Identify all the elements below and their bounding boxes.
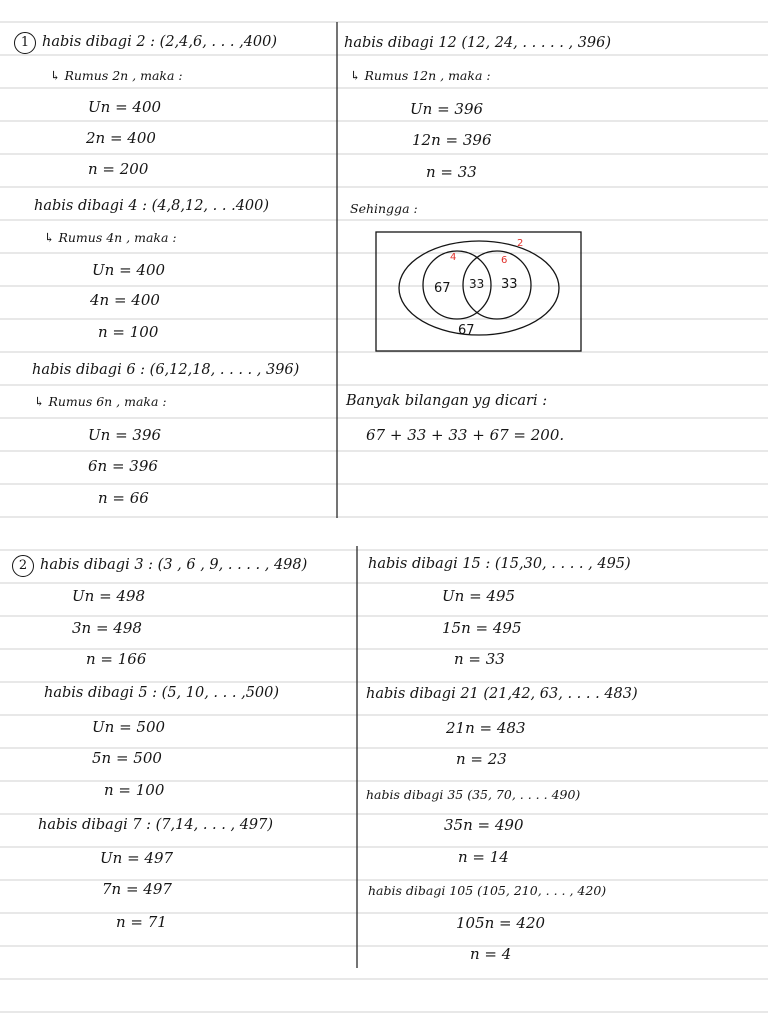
heading-div5: habis dibagi 5 : (5, 10, . . . ,500): [44, 685, 280, 701]
eq-21n-483: 21n = 483: [446, 719, 526, 737]
heading-div105: habis dibagi 105 (105, 210, . . . , 420): [368, 883, 607, 898]
heading-div35: habis dibagi 35 (35, 70, . . . . 490): [366, 787, 581, 802]
eq-n-33-b: n = 33: [454, 650, 505, 668]
heading-div21: habis dibagi 21 (21,42, 63, . . . . 483): [366, 686, 638, 702]
eq-6n-396: 6n = 396: [88, 457, 158, 475]
sehingga-label: Sehingga :: [350, 201, 418, 216]
eq-n-71: n = 71: [116, 913, 167, 931]
venn-outside: 67: [458, 323, 475, 338]
rumus-2n: ↳ Rumus 2n , maka :: [50, 68, 183, 83]
eq-n-100-b: n = 100: [104, 781, 165, 799]
venn-label-2: 2: [517, 238, 524, 249]
problem-number-1: 1: [14, 32, 36, 54]
eq-n-23: n = 23: [456, 750, 507, 768]
eq-n-66: n = 66: [98, 489, 149, 507]
eq-un-400-b: Un = 400: [92, 261, 166, 279]
eq-un-497: Un = 497: [100, 849, 174, 867]
eq-un-495: Un = 495: [442, 587, 516, 605]
eq-un-500: Un = 500: [92, 718, 166, 736]
eq-35n-490: 35n = 490: [444, 816, 524, 834]
eq-12n-396: 12n = 396: [412, 131, 492, 149]
eq-3n-498: 3n = 498: [72, 619, 142, 637]
total-equation: 67 + 33 + 33 + 67 = 200.: [366, 426, 565, 444]
eq-n-14: n = 14: [458, 848, 509, 866]
heading-text: habis dibagi 2 : (2,4,6, . . . ,400): [42, 34, 278, 50]
rumus-4n: ↳ Rumus 4n , maka :: [44, 230, 177, 245]
heading-div15: habis dibagi 15 : (15,30, . . . . , 495): [368, 556, 631, 572]
venn-label-6: 6: [501, 255, 508, 266]
eq-4n-400: 4n = 400: [90, 291, 160, 309]
venn-only-4: 67: [434, 281, 451, 296]
eq-n-33-a: n = 33: [426, 163, 477, 181]
eq-7n-497: 7n = 497: [102, 880, 172, 898]
venn-diagram: [374, 230, 584, 355]
venn-only-6: 33: [501, 277, 518, 292]
eq-un-498: Un = 498: [72, 587, 146, 605]
eq-n-4: n = 4: [470, 945, 512, 963]
heading-div7: habis dibagi 7 : (7,14, . . . , 497): [38, 817, 274, 833]
eq-un-396-a: Un = 396: [88, 426, 162, 444]
eq-2n-400: 2n = 400: [86, 129, 156, 147]
heading-text: habis dibagi 3 : (3 , 6 , 9, . . . . , 498): [40, 557, 308, 573]
rumus-6n: ↳ Rumus 6n , maka :: [34, 394, 167, 409]
heading-div6: habis dibagi 6 : (6,12,18, . . . . , 396): [32, 362, 300, 378]
eq-un-400-a: Un = 400: [88, 98, 162, 116]
banyak-bilangan-label: Banyak bilangan yg dicari :: [346, 393, 548, 409]
eq-n-200: n = 200: [88, 160, 149, 178]
problem-2-heading-div3: [12, 555, 307, 577]
eq-15n-495: 15n = 495: [442, 619, 522, 637]
eq-un-396-b: Un = 396: [410, 100, 484, 118]
eq-n-166: n = 166: [86, 650, 147, 668]
eq-5n-500: 5n = 500: [92, 749, 162, 767]
eq-105n-420: 105n = 420: [456, 914, 546, 932]
venn-intersection: 33: [469, 277, 485, 291]
heading-div12: habis dibagi 12 (12, 24, . . . . . , 396): [344, 35, 612, 51]
venn-universe-box: [376, 232, 581, 351]
venn-label-4: 4: [450, 252, 457, 263]
heading-div4: habis dibagi 4 : (4,8,12, . . .400): [34, 198, 270, 214]
eq-n-100: n = 100: [98, 323, 159, 341]
rumus-12n: ↳ Rumus 12n , maka :: [350, 68, 491, 83]
problem-number-2: 2: [12, 555, 34, 577]
problem-1-heading-div2: [14, 32, 277, 54]
